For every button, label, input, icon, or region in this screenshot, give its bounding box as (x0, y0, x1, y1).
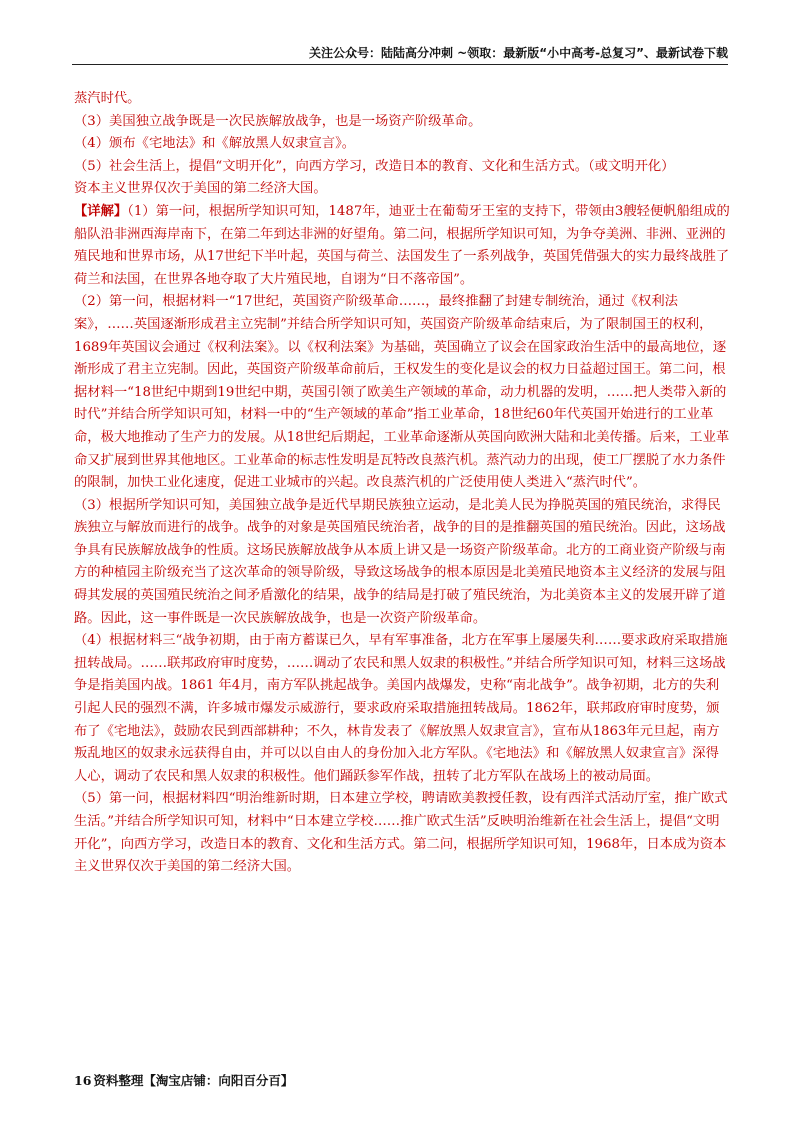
explanation-part-3: （3）根据所学知识可知，美国独立战争是近代早期民族独立运动，是北美人民为挣脱英国的殖民统治，求得民族独立与解放而进行的战争。战争的对象是英国殖民统治者，战争的目的是推翻英国的殖民统治。因此，这场战争具有民族解放战争的性质。这场民族解放战争从本质上讲又是一场资产阶级革命。北方的工商业资产阶级与南方的种植园主阶级充当了这次革命的领导阶级，导致这场战争的根本原因是北美殖民地资本主义经济的发展与阻碍其发展的英国殖民统治之间矛盾激化的结果，战争的结局是打破了殖民统治，为北美资本主义的发展开辟了道路。因此，这一事件既是一次民族解放战争，也是一次资产阶级革命。 (74, 497, 726, 626)
page-number: 16 (74, 1073, 92, 1088)
page-header (0, 44, 728, 61)
footer-text: 资料整理【淘宝店铺：向阳百分百】 (93, 1073, 294, 1088)
explanation-tag: 【详解】 (74, 203, 128, 219)
header-text: 关注公众号：陆陆高分冲刺 ~领取：最新版“小中高考-总复习”、最新试卷下载 (309, 46, 728, 60)
explanation-part-5: （5）第一问，根据材料四“明治维新时期，日本建立学校，聘请欧美教授任教，设有西洋式活动厅室，推广欧式生活。”并结合所学知识可知，材料中“日本建立学校……推广欧式生活”反映明治维新在社会生活上，提倡“文明开化”，向西方学习，改造日本的教育、文化和生活方式。第二问，根据所学知识可知，1968年，日本成为资本主义世界仅次于美国的第二经济大国。 (74, 791, 728, 875)
explanation-text-1: （1）第一问，根据所学知识可知，1487年，迪亚士在葡萄牙王室的支持下，带领由3艘轻便帆船组成的船队沿非洲西海岸南下，在第二年到达非洲的好望角。第二问，根据所学知识可知，为争夺美洲、非洲、亚洲的殖民地和世界市场，从17世纪下半叶起，英国与荷兰、法国发生了一系列战争，英国凭借强大的实力最终战胜了荷兰和法国，在世界各地夺取了大片殖民地，自诩为“日不落帝国”。 (74, 203, 730, 287)
answer-line-3: （3）美国独立战争既是一次民族解放战争，也是一场资产阶级革命。 (74, 113, 482, 129)
explanation-part-2: （2）第一问，根据材料一“17世纪，英国资产阶级革命……，最终推翻了封建专制统治，通过《权利法案》，……英国逐渐形成君主立宪制”并结合所学知识可知，英国资产阶级革命结束后，为了限制国王的权利，1689年英国议会通过《权利法案》。以《权利法案》为基础，英国确立了议会在国家政治生活中的最高地位，逐渐形成了君主立宪制。因此，英国资产阶级革命前后，王权发生的变化是议会的权力日益超过国王。第二问，根据材料一“18世纪中期到19世纪中期，英国引领了欧美生产领域的革命，动力机器的发明，……把人类带入新的时代”并结合所学知识可知，材料一中的“生产领域的革命”指工业革命，18世纪60年代英国开始进行的工业革命，极大地推动了生产力的发展。从18世纪后期起，工业革命逐渐从英国向欧洲大陆和北美传播。后来，工业革命又扩展到世界其他地区。工业革命的标志性发明是瓦特改良蒸汽机。蒸汽动力的出现，使工厂摆脱了水力条件的限制，加快工业化速度，促进工业城市的兴起。改良蒸汽机的广泛使用使人类进入“蒸汽时代”。 (74, 294, 730, 491)
explanation-part-4: （4）根据材料三“战争初期，由于南方蓄谋已久，早有军事准备，北方在军事上屡屡失利……要求政府采取措施扭转战局。……联邦政府审时度势，……调动了农民和黑人奴隶的积极性。”并结合所学知识可知，材料三这场战争是指美国内战。1861 年4月，南方军队挑起战争。美国内战爆发，史称“南北战争”。战争初期，北方的失利引起人民的强烈不满，许多城市爆发示威游行，要求政府采取措施扭转战局。1862年，联邦政府审时度势，颁布了《宅地法》，鼓励农民到西部耕种；不久，林肯发表了《解放黑人奴隶宣言》，宣布从1863年元旦起，南方叛乱地区的奴隶永远获得自由，并可以以自由人的身份加入北方军队。《宅地法》和《解放黑人奴隶宣言》深得人心，调动了农民和黑人奴隶的积极性。他们踊跃参军作战，扭转了北方军队在战场上的被动局面。 (74, 633, 728, 784)
answer-line-1: 蒸汽时代。 (74, 91, 141, 106)
answer-line-4: （4）颁布《宅地法》和《解放黑人奴隶宣言》。 (74, 136, 356, 152)
document-body (74, 88, 730, 879)
explanation-part-1 (74, 201, 730, 291)
answer-line-5-cont: 资本主义世界仅次于美国的第二经济大国。 (74, 181, 327, 197)
page-footer (74, 1071, 293, 1089)
answer-line-5: （5）社会生活上，提倡“文明开化”，向西方学习，改造日本的教育、文化和生活方式。（或文明开化） (74, 158, 675, 174)
header-divider (72, 64, 728, 65)
